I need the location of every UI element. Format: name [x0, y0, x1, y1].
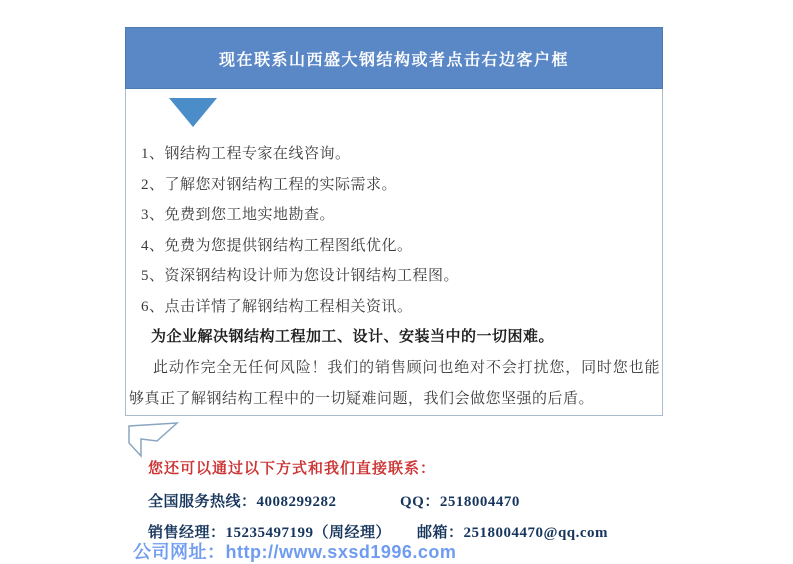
note-paragraph: 此动作完全无任何风险！我们的销售顾问也绝对不会打扰您，同时您也能够真正了解钢结构工程中的一切疑难问题，我们会做您坚强的后盾。	[129, 359, 660, 407]
manager-number: 15235497199（周经理）	[225, 525, 392, 541]
qq-number: 2518004470	[439, 494, 520, 510]
highlight-line: 为企业解决钢结构工程加工、设计、安装当中的一切困难。	[151, 329, 555, 345]
banner-title: 现在联系山西盛大钢结构或者点击右边客户框	[218, 51, 569, 69]
list-item: 1、钢结构工程专家在线咨询。	[141, 146, 351, 162]
list-item: 2、了解您对钢结构工程的实际需求。	[141, 176, 398, 193]
flag-icon	[127, 421, 179, 459]
qq-label: QQ：	[400, 494, 440, 510]
list-item: 3、免费到您工地实地勘查。	[141, 207, 336, 223]
contact-lead: 您还可以通过以下方式和我们直接联系：	[148, 461, 437, 477]
website-label: 公司网址：	[133, 542, 226, 562]
main-panel	[125, 27, 663, 416]
hotline-row	[148, 490, 668, 511]
panel-content	[126, 127, 662, 415]
email-value: 2518004470@qq.com	[463, 525, 609, 541]
list-item: 4、免费为您提供钢结构工程图纸优化。	[141, 237, 413, 254]
hotline-label: 全国服务热线：	[148, 494, 257, 510]
banner	[125, 27, 663, 89]
manager-label: 销售经理：	[148, 525, 226, 541]
list-item: 6、点击详情了解钢结构工程相关资讯。	[141, 298, 413, 315]
website-row	[133, 538, 456, 564]
list-item: 5、资深钢结构设计师为您设计钢结构工程图。	[141, 268, 460, 284]
email-label: 邮箱：	[417, 525, 464, 541]
arrow-down-icon	[169, 98, 217, 127]
website-link[interactable]: http://www.sxsd1996.com	[225, 542, 457, 562]
hotline-number: 4008299282	[256, 494, 337, 510]
